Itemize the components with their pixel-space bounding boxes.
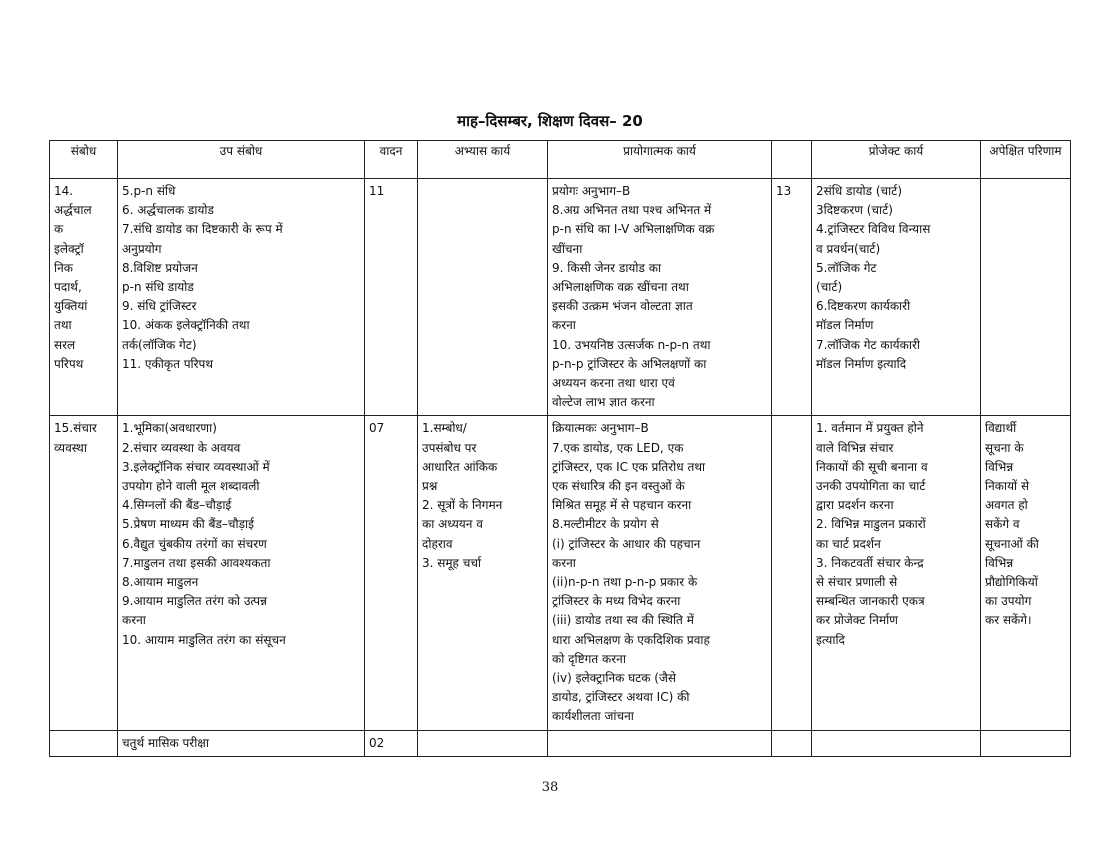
cell-line: अनुप्रयोग (122, 241, 162, 256)
cell-line: विद्यार्थी (985, 421, 1017, 436)
cell-line: 3. निकटवर्ती संचार केन्द्र (816, 555, 924, 570)
cell-project (812, 179, 981, 416)
cell-line: p-n संधि का I-V अभिलाक्षणिक वक्र (552, 222, 715, 237)
cell-line: 7.माडुलन तथा इसकी आवश्यकता (122, 555, 271, 570)
cell-line: 2.संचार व्यवस्था के अवयव (122, 440, 241, 455)
cell-vadan: 02 (365, 730, 418, 756)
cell-line: इत्यादि (816, 632, 845, 647)
cell-line: 1.सम्बोध/ (422, 421, 467, 436)
cell-line: कर प्रोजेक्ट निर्माण (816, 613, 898, 628)
table-row (50, 730, 1071, 756)
cell-line: उनकी उपयोगिता का चार्ट (816, 479, 926, 494)
cell-line: p-n संधि डायोड (122, 280, 194, 295)
cell-line: 10. आयाम माडुलित तरंग का संसूचन (122, 632, 286, 647)
cell-line: 7.संधि डायोड का दिष्टकारी के रूप में (122, 222, 283, 237)
cell-line: विभिन्न (985, 555, 1014, 570)
cell-line: 8.मल्टीमीटर के प्रयोग से (552, 517, 659, 532)
cell-line: का अध्ययन व (422, 517, 483, 532)
cell-line: का चार्ट प्रदर्शन (816, 536, 881, 551)
cell-parinam (981, 179, 1071, 416)
cell-line: 6.दिष्टकरण कार्यकारी (816, 299, 911, 314)
cell-upsambodh (118, 416, 365, 730)
cell-line: 1. वर्तमान में प्रयुक्त होने (816, 421, 924, 436)
cell-vadan: 07 (365, 416, 418, 730)
cell-line: अर्द्धचाल (54, 203, 92, 218)
cell-line: अध्ययन करना तथा धारा एवं (552, 376, 675, 391)
header-project: प्रोजेक्ट कार्य (812, 141, 981, 179)
cell-sambodh (50, 730, 118, 756)
cell-line: 8.अग्र अभिनत तथा पश्च अभिनत में (552, 203, 712, 218)
cell-line: आधारित आंकिक (422, 459, 498, 474)
cell-line: 14. (54, 184, 74, 198)
cell-line: खींचना (552, 241, 583, 256)
cell-line: (iii) डायोड तथा स्व की स्थिति में (552, 613, 694, 628)
cell-prayog (548, 179, 772, 416)
cell-vadan: 11 (365, 179, 418, 416)
page-title: माह–दिसम्बर, शिक्षण दिवस– 20 (457, 112, 643, 130)
cell-line: विभिन्न (985, 459, 1014, 474)
cell-line: व्यवस्था (54, 440, 87, 455)
cell-line: ट्रांजिस्टर, एक IC एक प्रतिरोध तथा (552, 459, 706, 474)
cell-upsambodh (118, 730, 365, 756)
cell-line: अभिलाक्षणिक वक्र खींचना तथा (552, 280, 689, 295)
header-prayog: प्रायोगात्मक कार्य (548, 141, 772, 179)
cell-line: इसकी उत्क्रम भंजन वोल्टता ज्ञात (552, 299, 693, 314)
cell-line: 10. उभयनिष्ठ उत्सर्जक n-p-n तथा (552, 337, 711, 352)
cell-line: ट्रांजिस्टर के मध्य विभेद करना (552, 594, 681, 609)
cell-line: का उपयोग (985, 594, 1032, 609)
cell-line: चतुर्थ मासिक परीक्षा (122, 735, 210, 750)
cell-line: 10. अंकक इलेक्ट्रॉनिकी तथा (122, 318, 250, 333)
cell-prayog (548, 416, 772, 730)
cell-sambodh (50, 416, 118, 730)
header-row (50, 141, 1071, 179)
cell-line: प्रयोगः अनुभाग–B (552, 184, 631, 198)
cell-line: सकेंगे व (985, 517, 1020, 532)
cell-line: को दृष्टिगत करना (552, 651, 626, 666)
cell-line: निकायों की सूची बनाना व (816, 459, 928, 474)
cell-abhyas (418, 179, 548, 416)
cell-project (812, 730, 981, 756)
cell-project (812, 416, 981, 730)
cell-prayog (548, 730, 772, 756)
cell-line: निकायों से (985, 479, 1030, 494)
table-row (50, 416, 1071, 730)
cell-line: से संचार प्रणाली से (816, 575, 898, 590)
cell-upsambodh (118, 179, 365, 416)
cell-line: 5.लॉजिक गेट (816, 260, 877, 275)
cell-line: 1.भूमिका(अवधारणा) (122, 421, 217, 436)
cell-line: p-n-p ट्रांजिस्टर के अभिलक्षणों का (552, 356, 707, 371)
cell-line: 15.संचार (54, 421, 97, 436)
cell-line: क्रियात्मकः अनुभाग–B (552, 421, 649, 436)
header-vadan: वादन (365, 141, 418, 179)
cell-line: वोल्टेज लाभ ज्ञात करना (552, 395, 655, 410)
header-upsambodh: उप संबोध (118, 141, 365, 179)
cell-line: युक्तियां (54, 299, 88, 314)
cell-line: 7.लॉजिक गेट कार्यकारी (816, 337, 920, 352)
cell-line: डायोड, ट्रांजिस्टर अथवा IC) की (552, 690, 690, 705)
cell-line: 3. समूह चर्चा (422, 555, 482, 570)
cell-line: करना (552, 555, 576, 570)
cell-line: 4.ट्रांजिस्टर विविध विन्यास (816, 222, 931, 237)
cell-line: 4.सिग्नलों की बैंड–चौड़ाई (122, 498, 232, 513)
cell-line: द्वारा प्रदर्शन करना (816, 498, 894, 513)
cell-line: 6.वैद्युत चुंबकीय तरंगों का संचरण (122, 536, 267, 551)
cell-parinam (981, 416, 1071, 730)
cell-line: 3दिष्टकरण (चार्ट) (816, 203, 893, 218)
cell-line: (i) ट्रांजिस्टर के आधार की पहचान (552, 536, 701, 551)
cell-line: वाले विभिन्न संचार (816, 440, 894, 455)
cell-line: 11. एकीकृत परिपथ (122, 356, 214, 371)
cell-line: 2. सूत्रों के निगमन (422, 498, 503, 513)
page-number: 38 (541, 780, 559, 795)
cell-line: सरल (54, 337, 76, 352)
cell-line: सूचनाओं की (985, 536, 1039, 551)
cell-number (772, 416, 812, 730)
curriculum-table (49, 140, 1071, 757)
cell-line: तथा (54, 318, 72, 333)
cell-line: सम्बन्धित जानकारी एकत्र (816, 594, 925, 609)
cell-line: दोहराव (422, 536, 453, 551)
cell-line: परिपथ (54, 356, 84, 371)
cell-line: 8.आयाम माडुलन (122, 575, 199, 590)
cell-abhyas (418, 730, 548, 756)
cell-line: 5.p-n संधि (122, 184, 176, 198)
cell-line: 3.इलेक्ट्रॉनिक संचार व्यवस्थाओं में (122, 459, 270, 474)
header-parinam: अपेक्षित परिणाम (981, 141, 1071, 179)
cell-line: 9.आयाम माडुलित तरंग को उत्पन्न (122, 594, 267, 609)
cell-line: एक संधारित्र की इन वस्तुओं के (552, 479, 685, 494)
cell-line: क (54, 222, 64, 237)
header-abhyas: अभ्यास कार्य (418, 141, 548, 179)
cell-line: करना (122, 613, 146, 628)
cell-sambodh (50, 179, 118, 416)
cell-line: मॉडल निर्माण (816, 318, 874, 333)
cell-line: प्रश्न (422, 479, 438, 494)
cell-line: कार्यशीलता जांचना (552, 709, 634, 724)
header-blank (772, 141, 812, 179)
cell-line: 9. संधि ट्रांजिस्टर (122, 299, 197, 314)
cell-line: 8.विशिष्ट प्रयोजन (122, 260, 198, 275)
cell-line: अवगत हो (985, 498, 1028, 513)
cell-line: मिश्रित समूह में से पहचान करना (552, 498, 692, 513)
cell-line: करना (552, 318, 576, 333)
cell-line: 7.एक डायोड, एक LED, एक (552, 440, 684, 455)
cell-line: इलेक्ट्रॉ (54, 241, 84, 256)
cell-line: (ii)n-p-n तथा p-n-p प्रकार के (552, 575, 698, 590)
cell-line: 5.प्रेषण माध्यम की बैंड–चौड़ाई (122, 517, 255, 532)
cell-line: निक (54, 260, 73, 275)
cell-line: (iv) इलेक्ट्रानिक घटक (जैसे (552, 671, 677, 686)
cell-line: तर्क(लॉजिक गेट) (122, 337, 197, 352)
cell-line: कर सकेंगे। (985, 613, 1032, 628)
cell-line: मॉडल निर्माण इत्यादि (816, 356, 907, 371)
cell-line: पदार्थ, (54, 280, 82, 295)
cell-line: व प्रवर्धन(चार्ट) (816, 241, 881, 256)
cell-line: 2. विभिन्न माडुलन प्रकारों (816, 517, 926, 532)
cell-number: 13 (772, 179, 812, 416)
cell-line: 2संधि डायोड (चार्ट) (816, 184, 903, 198)
cell-parinam (981, 730, 1071, 756)
header-sambodh: संबोध (50, 141, 118, 179)
cell-line: सूचना के (985, 440, 1024, 455)
cell-line: धारा अभिलक्षण के एकदिशिक प्रवाह (552, 632, 710, 647)
cell-line: 9. किसी जेनर डायोड का (552, 260, 662, 275)
cell-line: प्रौद्योगिकियों (985, 575, 1038, 590)
cell-line: (चार्ट) (816, 280, 843, 295)
cell-line: 6. अर्द्धचालक डायोड (122, 203, 214, 218)
table-row (50, 179, 1071, 416)
cell-line: उपसंबोध पर (422, 440, 477, 455)
cell-line: उपयोग होने वाली मूल शब्दावली (122, 479, 260, 494)
cell-number (772, 730, 812, 756)
cell-abhyas (418, 416, 548, 730)
